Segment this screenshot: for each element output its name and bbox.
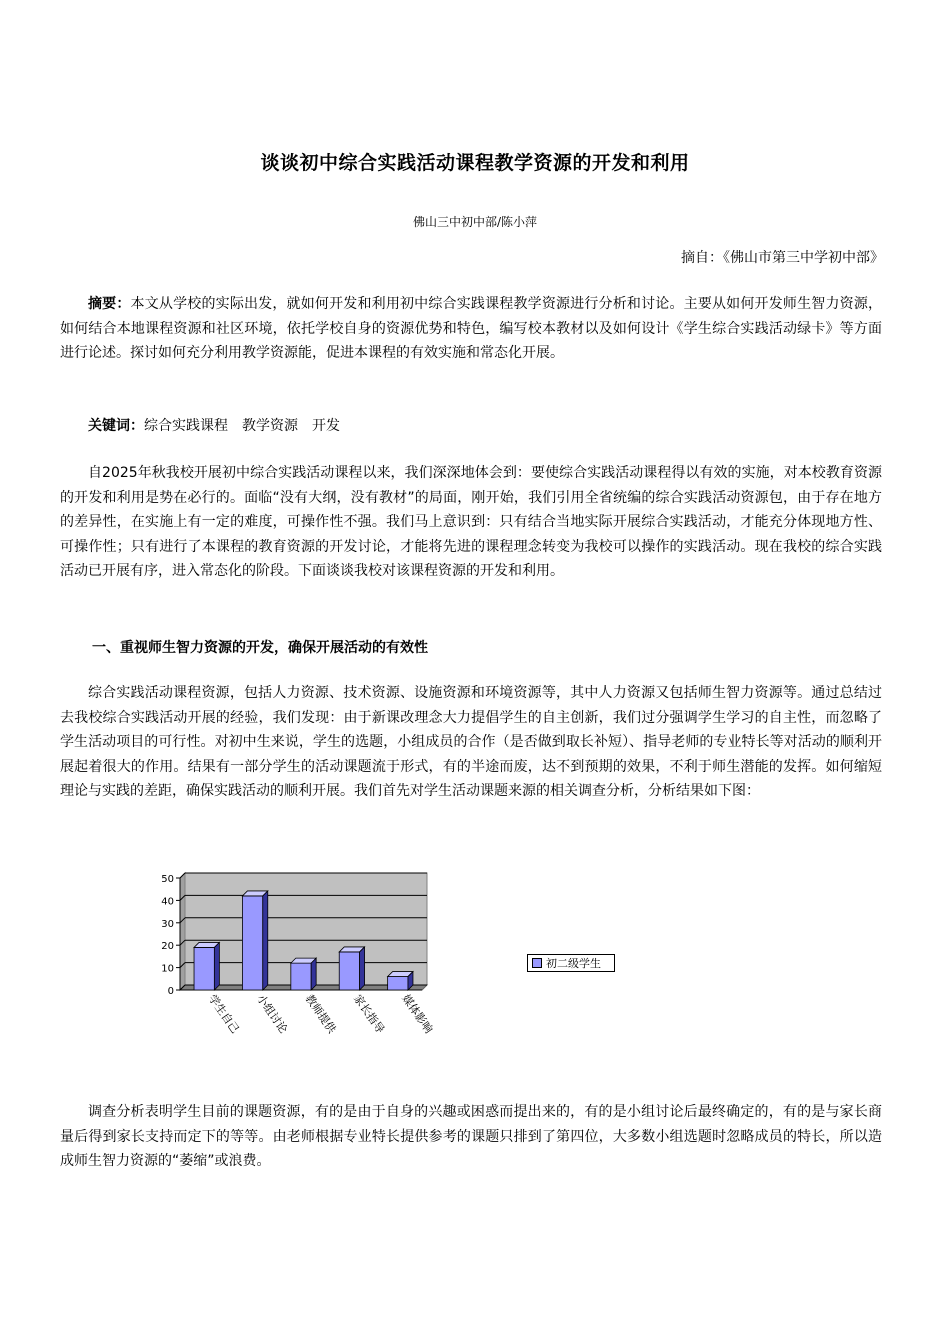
plot-side-wall — [180, 873, 185, 990]
section1-paragraph: 综合实践活动课程资源，包括人力资源、技术资源、设施资源和环境资源等，其中人力资源又包括师生智力资源等。通过总结过去我校综合实践活动开展的经验，我们发现：由于新课改理念大力提倡学生的自主创新，我们过分强调学生学习的自主性，而忽略了学生活动项目的可行性。对初中生来说，学生的选题，小组成员的合作（是否做到取长补短）、指导老师的专业特长等对活动的顺利开展起着很大的作用。结果有一部分学生的活动课题流于形式，有的半途而废，达不到预期的效果，不利于师生潜能的发挥。如何缩短理论与实践的差距，确保实践活动的顺利开展。我们首先对学生活动课题来源的相关调查分析，分析结果如下图： — [60, 685, 882, 799]
keywords-label: 关键词： — [88, 418, 144, 434]
bar-side — [311, 958, 316, 990]
keywords-paragraph — [60, 414, 882, 439]
bar-side — [214, 942, 219, 990]
chart-legend — [527, 954, 615, 972]
y-tick-label: 50 — [161, 874, 174, 885]
y-tick-label: 10 — [161, 963, 174, 975]
source-note: 摘自：《佛山市第三中学初中部》 — [681, 250, 884, 266]
bar — [388, 977, 408, 990]
y-tick-label: 0 — [167, 986, 174, 997]
x-tick-label: 教师提供 — [302, 992, 339, 1036]
y-tick-label: 20 — [161, 941, 174, 953]
bar — [291, 963, 311, 990]
y-tick-label: 30 — [161, 918, 174, 930]
y-tick-label: 40 — [161, 896, 174, 908]
x-tick-label: 家长指导 — [350, 992, 387, 1036]
bar — [242, 896, 262, 990]
conclusion-paragraph: 调查分析表明学生目前的课题资源，有的是由于自身的兴趣或困惑而提出来的，有的是小组讨论后最终确定的，有的是与家长商量后得到家长支持而定下的等等。由老师根据专业特长提供参考的课题只排到了第四位，大多数小组选题时忽略成员的特长，所以造成师生智力资源的“萎缩”或浪费。 — [60, 1104, 882, 1169]
legend-swatch — [532, 958, 542, 968]
x-tick-label: 媒体影响 — [399, 992, 436, 1036]
bar — [194, 947, 214, 990]
abstract-paragraph — [60, 292, 882, 366]
keywords-text: 综合实践课程 教学资源 开发 — [144, 418, 340, 434]
bar-side — [360, 947, 365, 990]
x-tick-label: 学生自己 — [205, 992, 242, 1036]
document-title: 谈谈初中综合实践活动课程教学资源的开发和利用 — [260, 152, 690, 174]
bar-chart — [145, 868, 475, 1063]
bar-chart-svg — [145, 868, 475, 1063]
bar-side — [263, 891, 268, 990]
abstract-text: 本文从学校的实际出发，就如何开发和利用初中综合实践课程教学资源进行分析和讨论。主要从如何开发师生智力资源，如何结合本地课程资源和社区环境，依托学校自身的资源优势和特色，编写校本教材以及如何设计《学生综合实践活动绿卡》等方面进行论述。探讨如何充分利用教学资源能，促进本课程的有效实施和常态化开展。 — [60, 296, 882, 361]
legend-label: 初二级学生 — [546, 957, 601, 970]
abstract-label: 摘要： — [88, 296, 131, 312]
bar — [339, 952, 359, 990]
author-byline: 佛山三中初中部/陈小萍 — [412, 215, 538, 229]
section1-heading: 一、重视师生智力资源的开发，确保开展活动的有效性 — [92, 640, 428, 656]
x-tick-label: 小组讨论 — [254, 992, 291, 1036]
intro-paragraph: 自2025年秋我校开展初中综合实践活动课程以来，我们深深地体会到：要使综合实践活动课程得以有效的实施，对本校教育资源的开发和利用是势在必行的。面临“没有大纲，没有教材”的局面，刚开始，我们引用全省统编的综合实践活动资源包，由于存在地方的差异性，在实施上有一定的难度，可操作性不强。我们马上意识到：只有结合当地实际开展综合实践活动，才能充分体现地方性、可操作性；只有进行了本课程的教育资源的开发讨论，才能将先进的课程理念转变为我校可以操作的实践活动。现在我校的综合实践活动已开展有序，进入常态化的阶段。下面谈谈我校对该课程资源的开发和利用。 — [60, 465, 882, 579]
